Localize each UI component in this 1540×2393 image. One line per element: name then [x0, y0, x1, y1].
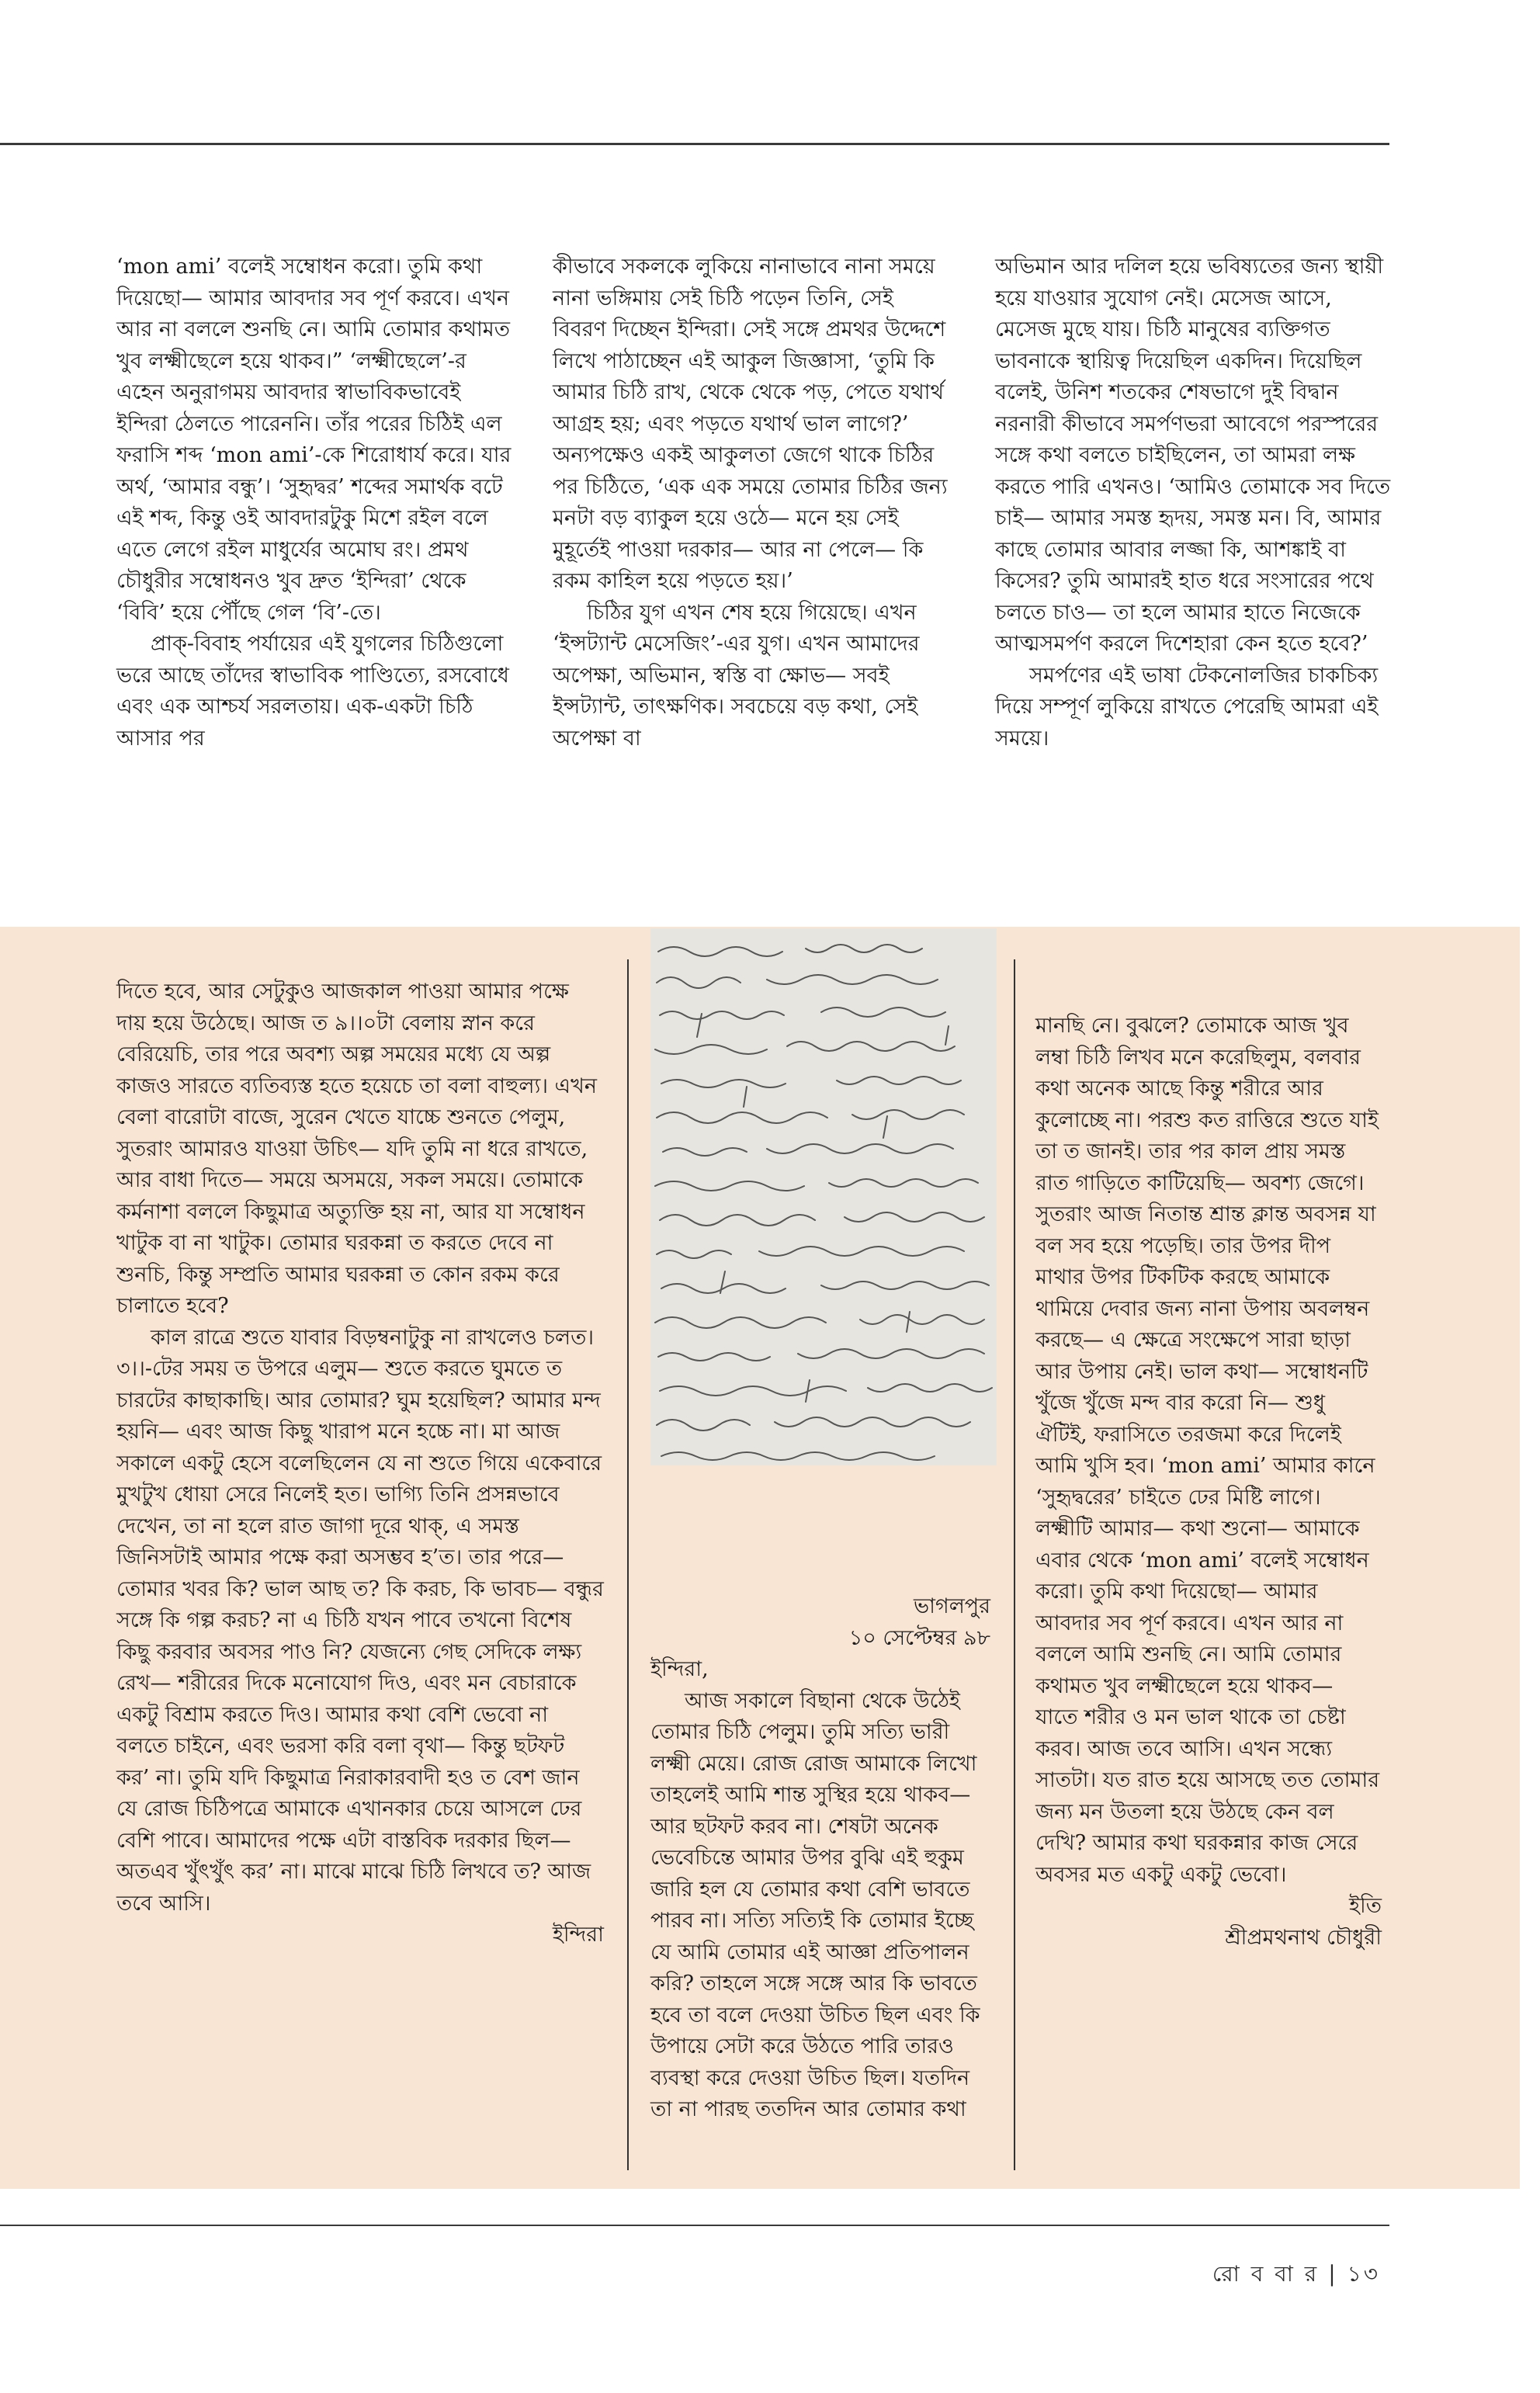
- letter-indira: [116, 976, 604, 1951]
- letter-closing: ইতি: [1348, 1894, 1382, 1918]
- letter-pramatha-part-2: [1035, 1011, 1382, 1954]
- column-divider: [627, 959, 629, 2170]
- letter-paragraph: মানছি নে। বুঝলে? তোমাকে আজ খুব লম্বা চিঠি লিখব মনে করেছিলুম, বলবার কথা অনেক আছে কিন্তু শরীরে আর কুলোচ্ছে না। পরশু কত রাত্তিরে শুতে যাই তা ত জানই। তার পর কাল প্রায় সমস্ত রাত গাড়িতে কাটিয়েছি— অবশ্য জেগে। সুতরাং আজ নিতান্ত শ্রান্ত ক্লান্ত অবসন্ন যা বল সব হয়ে পড়েছি। তার উপর দীপ মাথার উপর টিকটিক করছে আমাকে থামিয়ে দেবার জন্য নানা উপায় অবলম্বন করছে— এ ক্ষেত্রে সংক্ষেপে সারা ছাড়া আর উপায় নেই। ভাল কথা— সম্বোধনটি খুঁজে খুঁজে মন্দ বার করো নি— শুধু ঐটিই, ফরাসিতে তরজমা করে দিলেই আমি খুসি হব। ‘mon ami’ আমার কানে ‘সুহৃদ্বরের’ চাইতে ঢের মিষ্টি লাগে। লক্ষ্মীটি আমার— কথা শুনো— আমাকে এবার থেকে ‘mon ami’ বলেই সম্বোধন করো। তুমি কথা দিয়েছো— আমার আবদার সব পূর্ণ করবে। এখন আর না বললে আমি শুনছি নে। আমি তোমার কথামত খুব লক্ষ্মীছেলে হয়ে থাকব— যাতে শরীর ও মন ভাল থাকে তা চেষ্টা করব। আজ তবে আসি। এখন সন্ধ্যে সাতটা। যত রাত হয়ে আসছে তত তোমার জন্য মন উতলা হয়ে উঠছে কেন বল দেখি? আমার কথা ঘরকন্নার কাজ সেরে অবসর মত একটু একটু ভেবো।: [1035, 1014, 1380, 1887]
- handwriting-scribble-icon: [650, 928, 997, 1465]
- letter-place: ভাগলপুর: [914, 1594, 990, 1618]
- letter-date: ১০ সেপ্টেম্বর ৯৮: [848, 1625, 990, 1650]
- article-paragraph: অভিমান আর দলিল হয়ে ভবিষ্যতের জন্য স্থায়ী হয়ে যাওয়ার সুযোগ নেই। মেসেজ আসে, মেসেজ মুছে যায়। চিঠি মানুষের ব্যক্তিগত ভাবনাকে স্থায়িত্ব দিয়েছিল একদিন। দিয়েছিল বলেই, উনিশ শতকের শেষভাগে দুই বিদ্বান নরনারী কীভাবে সমর্পণভরা আবেগে পরস্পরের সঙ্গে কথা বলতে চাইছিলেন, তা আমরা লক্ষ করতে পারি এখনও। ‘আমিও তোমাকে সব দিতে চাই— আমার সমস্ত হৃদয়, সমস্ত মন। বি, আমার কাছে তোমার আবার লজ্জা কি, আশঙ্কাই বা কিসের? তুমি আমারই হাত ধরে সংসারের পথে চলতে চাও— তা হলে আমার হাতে নিজেকে আত্মসমর্পণ করলে দিশেহারা কেন হতে হবে?’: [995, 255, 1391, 656]
- article-column-3: [995, 251, 1393, 754]
- page-number: ১৩: [1347, 2261, 1380, 2287]
- page-folio: [1208, 2257, 1385, 2294]
- handwritten-letter-image: [650, 928, 997, 1465]
- folio-separator: |: [1328, 2261, 1338, 2287]
- header-rule: [0, 143, 1389, 145]
- letter-salutation: ইন্দিরা,: [650, 1657, 709, 1681]
- article-paragraph: ‘mon ami’ বলেই সম্বোধন করো। তুমি কথা দিয়েছো— আমার আবদার সব পূর্ণ করবে। এখন আর না বললে শুনছি নে। আমি তোমার কথামত খুব লক্ষ্মীছেলে হয়ে থাকব।” ‘লক্ষ্মীছেলে’-র এহেন অনুরাগময় আবদার স্বাভাবিকভাবেই ইন্দিরা ঠেলতে পারেননি। তাঁর পরের চিঠিই এল ফরাসি শব্দ ‘mon ami’-কে শিরোধার্য করে। যার অর্থ, ‘আমার বন্ধু’। ‘সুহৃদ্বর’ শব্দের সমার্থক বটে এই শব্দ, কিন্তু ওই আবদারটুকু মিশে রইল বলে এতে লেগে রইল মাধুর্যের অমোঘ রং। প্রমথ চৌধুরীর সম্বোধনও খুব দ্রুত ‘ইন্দিরা’ থেকে ‘বিবি’ হয়ে পৌঁছে গেল ‘বি’-তে।: [116, 255, 512, 625]
- article-paragraph: কীভাবে সকলকে লুকিয়ে নানাভাবে নানা সময়ে নানা ভঙ্গিমায় সেই চিঠি পড়েন তিনি, সেই বিবরণ দিচ্ছেন ইন্দিরা। সেই সঙ্গে প্রমথর উদ্দেশে লিখে পাঠাচ্ছেন এই আকুল জিজ্ঞাসা, ‘তুমি কি আমার চিঠি রাখ, থেকে থেকে পড়, পেতে যথার্থ আগ্রহ হয়; এবং পড়তে যথার্থ ভাল লাগে?’ অন্যপক্ষেও একই আকুলতা জেগে থাকে চিঠির পর চিঠিতে, ‘এক এক সময়ে তোমার চিঠির জন্য মনটা বড় ব্যাকুল হয়ে ওঠে— মনে হয় সেই মুহূর্তেই পাওয়া দরকার— আর না পেলে— কি রকম কাহিল হয়ে পড়তে হয়।’: [553, 255, 948, 593]
- column-divider: [1014, 959, 1015, 2170]
- magazine-name: রো ব বা র: [1212, 2261, 1320, 2287]
- article-column-1: [116, 251, 514, 754]
- letter-signature: ইন্দিরা: [552, 1923, 604, 1947]
- article-paragraph: প্রাক্‌-বিবাহ পর্যায়ের এই যুগলের চিঠিগুলো ভরে আছে তাঁদের স্বাভাবিক পাণ্ডিত্যে, রসবোধে এবং এক আশ্চর্য সরলতায়। এক-একটা চিঠি আসার পর: [116, 632, 509, 751]
- letter-paragraph: কাল রাত্রে শুতে যাবার বিড়ম্বনাটুকু না রাখলেও চলত। ৩।।-টের সময় ত উপরে এলুম— শুতে করতে ঘুমতে ত চারটের কাছাকাছি। আর তোমার? ঘুম হয়েছিল? আমার মন্দ হয়নি— এবং আজ কিছু খারাপ মনে হচ্চে না। মা আজ সকালে একটু হেসে বলেছিলেন যে না শুতে গিয়ে একেবারে মুখটুখ ধোয়া সেরে নিলেই হত। ভাগ্যি তিনি প্রসন্নভাবে দেখেন, তা না হলে রাত জাগা দূরে থাক্‌, এ সমস্ত জিনিসটাই আমার পক্ষে করা অসম্ভব হ’ত। তার পরে— তোমার খবর কি? ভাল আছ ত? কি করচ, কি ভাবচ— বন্ধুর সঙ্গে কি গল্প করচ? না এ চিঠি যখন পাবে তখনো বিশেষ কিছু করবার অবসর পাও নি? যেজন্যে গেছ সেদিকে লক্ষ্য রেখ— শরীরের দিকে মনোযোগ দিও, এবং মন বেচারাকে একটু বিশ্রাম করতে দিও। আমার কথা বেশি ভেবো না বলতে চাইনে, এবং ভরসা করি বলা বৃথা— কিন্তু ছটফট কর’ না। তুমি যদি কিছুমাত্র নিরাকারবাদী হও ত বেশ জান যে রোজ চিঠিপত্রে আমাকে এখানকার চেয়ে আসলে ঢের বেশি পাবে। আমাদের পক্ষে এটা বাস্তবিক দরকার ছিল— অতএব খুঁৎখুঁৎ কর’ না। মাঝে মাঝে চিঠি লিখবে ত? আজ তবে আসি।: [116, 1325, 604, 1916]
- letter-paragraph: দিতে হবে, আর সেটুকুও আজকাল পাওয়া আমার পক্ষে দায় হয়ে উঠেছে। আজ ত ৯।।০টা বেলায় স্নান করে বেরিয়েচি, তার পরে অবশ্য অল্প সময়ের মধ্যে যে অল্প কাজও সারতে ব্যতিব্যস্ত হতে হয়েচে তা বলা বাহুল্য। এখন বেলা বারোটা বাজে, সুরেন খেতে যাচ্চে শুনতে পেলুম, সুতরাং আমারও যাওয়া উচিৎ— যদি তুমি না ধরে রাখতে, আর বাধা দিতে— সময়ে অসময়ে, সকল সময়ে। তোমাকে কর্মনাশা বললে কিছুমাত্র অত্যুক্তি হয় না, আর যা সম্বোধন খাটুক বা না খাটুক। তোমার ঘরকন্না ত করতে দেবে না শুনচি, কিন্তু সম্প্রতি আমার ঘরকন্না ত কোন রকম করে চালাতে হবে?: [116, 980, 597, 1318]
- letter-pramatha-part-1: [650, 1591, 990, 2126]
- letter-signature: শ্রীপ্রমথনাথ চৌধুরী: [1225, 1925, 1382, 1950]
- article-paragraph: সমর্পণের এই ভাষা টেকনোলজির চাকচিক্য দিয়ে সম্পূর্ণ লুকিয়ে রাখতে পেরেছি আমরা এই সময়ে।: [995, 663, 1379, 751]
- article-paragraph: চিঠির যুগ এখন শেষ হয়ে গিয়েছে। এখন ‘ইন্সট্যান্ট মেসেজিং’-এর যুগ। এখন আমাদের অপেক্ষা, অভিমান, স্বস্তি বা ক্ষোভ— সবই ইন্সট্যান্ট, তাৎক্ষণিক। সবচেয়ে বড় কথা, সেই অপেক্ষা বা: [553, 600, 920, 751]
- letter-paragraph: আজ সকালে বিছানা থেকে উঠেই তোমার চিঠি পেলুম। তুমি সত্যি ভারী লক্ষ্মী মেয়ে। রোজ রোজ আমাকে লিখো তাহলেই আমি শান্ত সুস্থির হয়ে থাকব— আর ছটফট করব না। শেষটা অনেক ভেবেচিন্তে আমার উপর বুঝি এই হুকুম জারি হল যে তোমার কথা বেশি ভাবতে পারব না। সত্যি সত্যিই কি তোমার ইচ্ছে যে আমি তোমার এই আজ্ঞা প্রতিপালন করি? তাহলে সঙ্গে সঙ্গে আর কি ভাবতে হবে তা বলে দেওয়া উচিত ছিল এবং কি উপায়ে সেটা করে উঠতে পারি তারও ব্যবস্থা করে দেওয়া উচিত ছিল। যতদিন তা না পারছ ততদিন আর তোমার কথা: [650, 1688, 980, 2121]
- footer-rule: [0, 2225, 1389, 2226]
- article-column-2: [553, 251, 950, 754]
